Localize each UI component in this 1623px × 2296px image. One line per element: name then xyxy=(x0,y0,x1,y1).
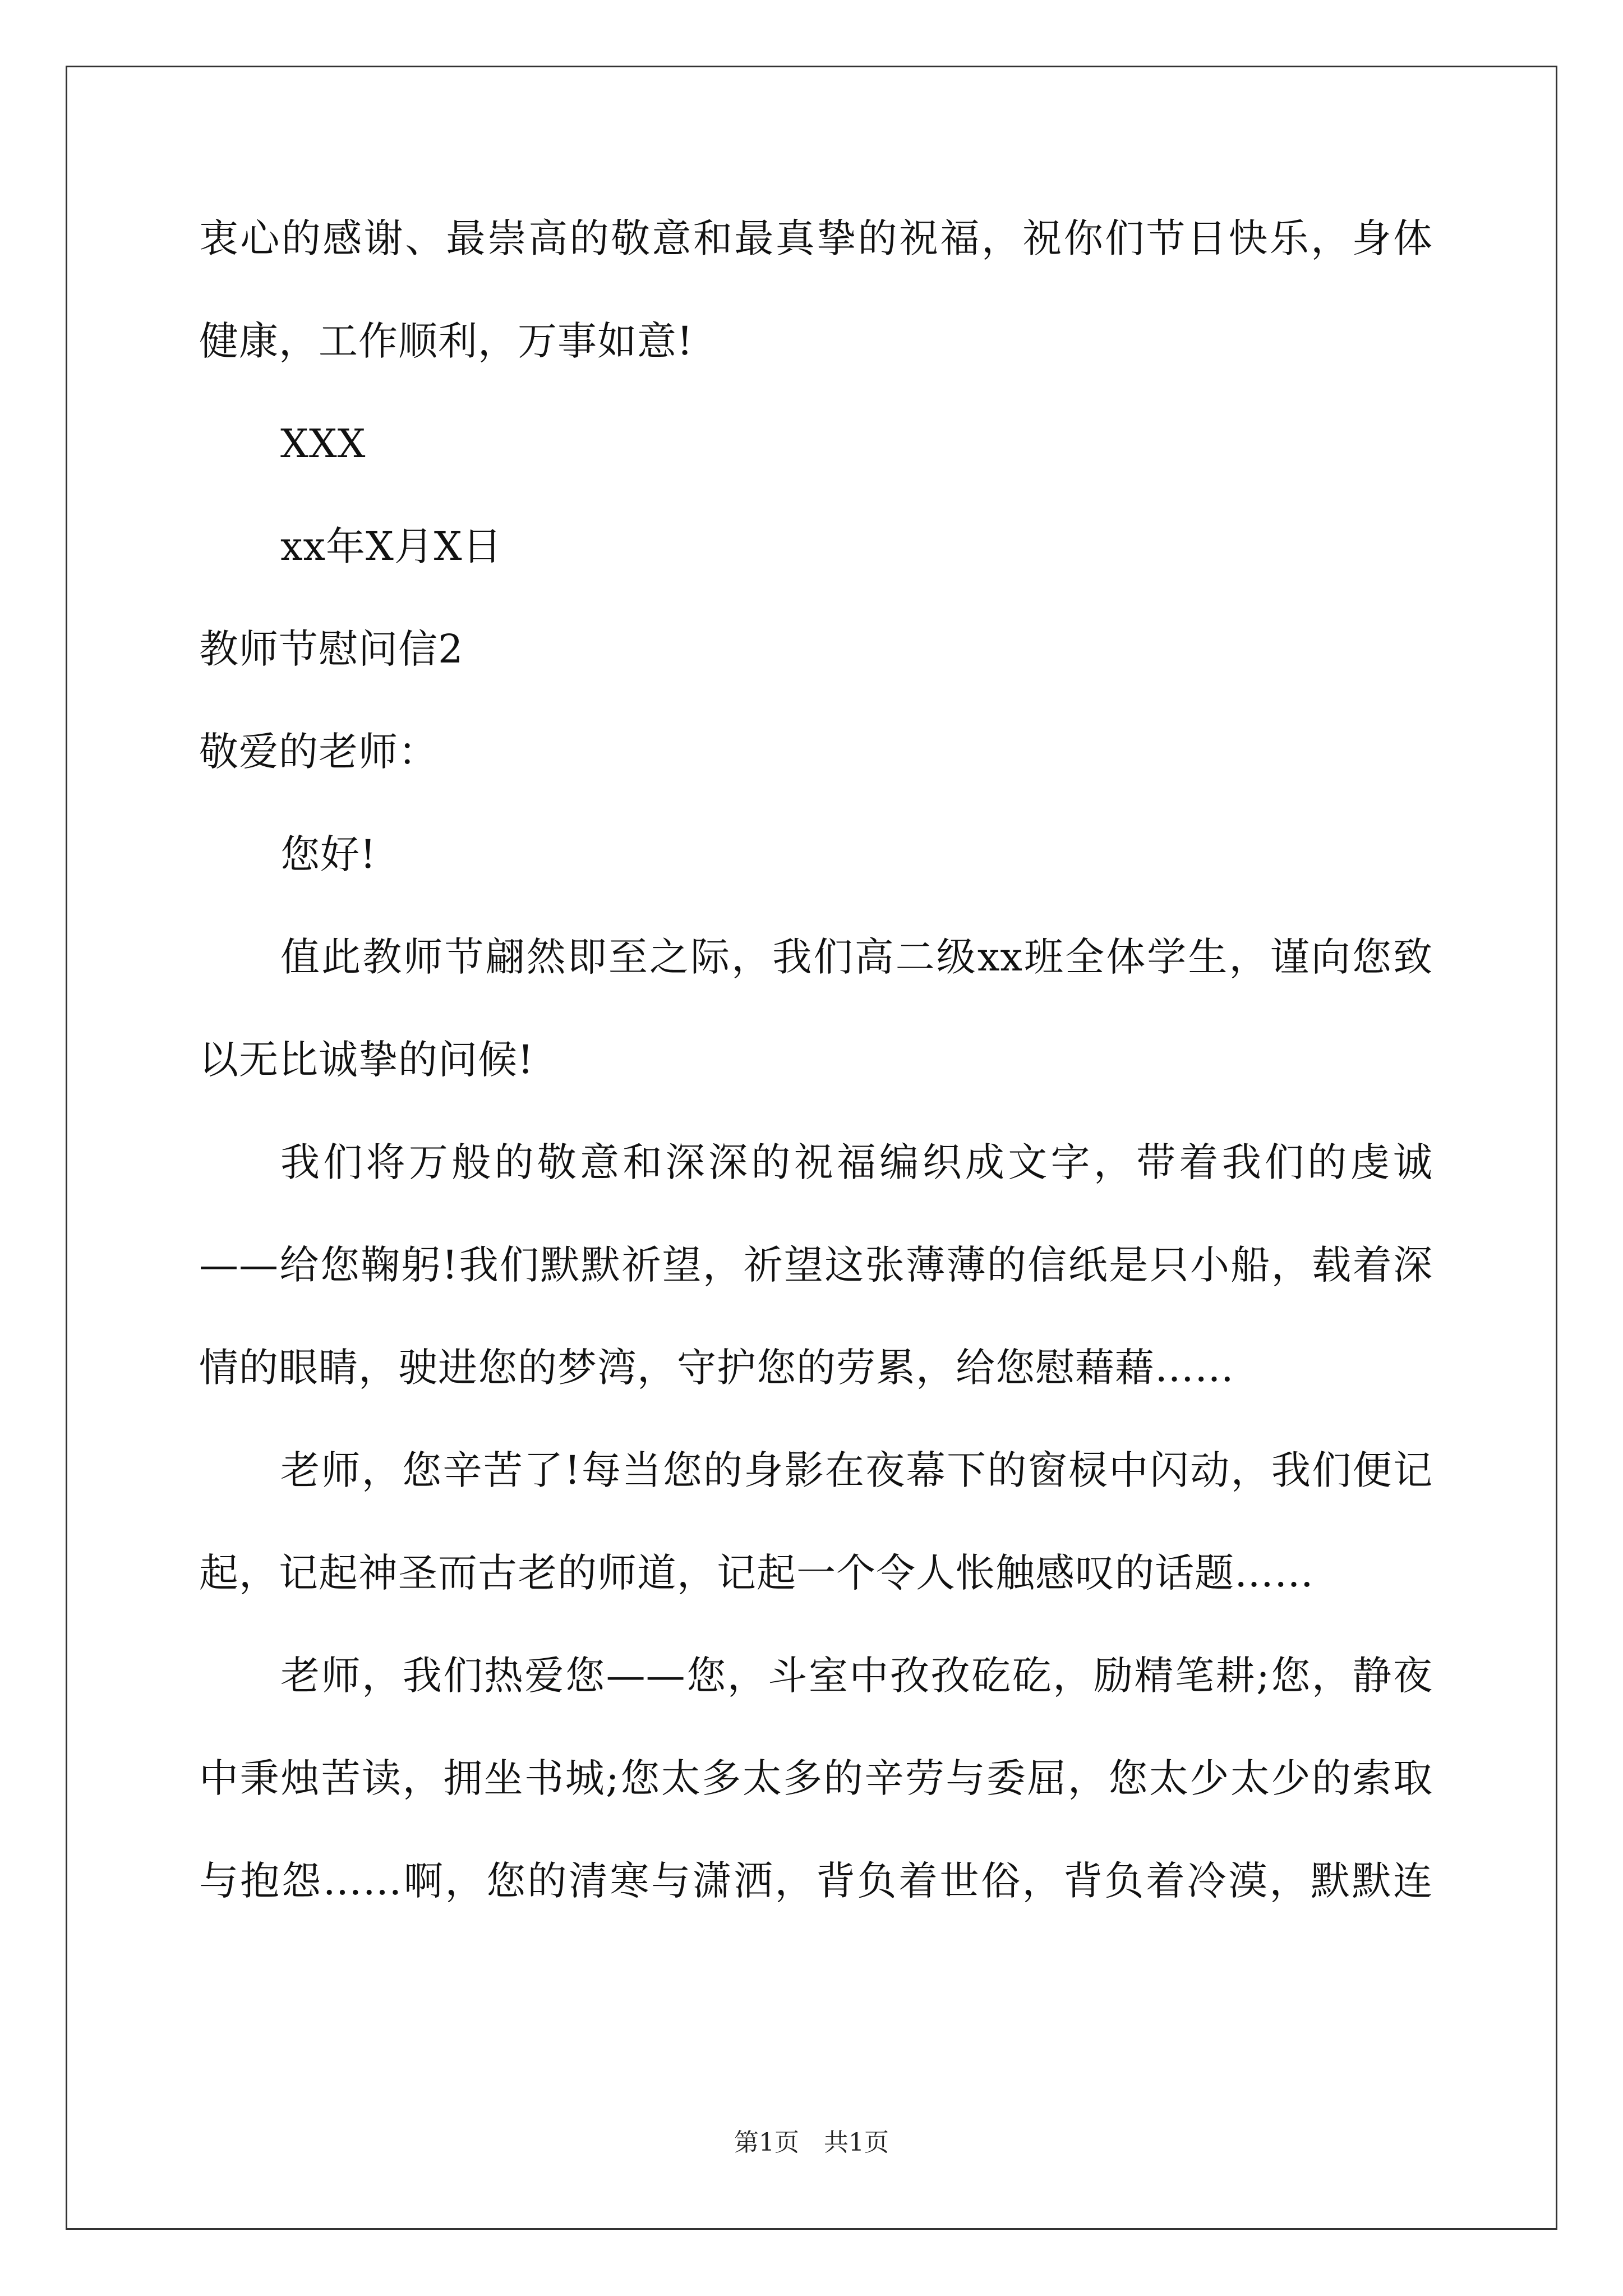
text-line-2: 健康，工作顺利，万事如意! xyxy=(199,318,694,364)
page-number-footer: 第1页 共1页 xyxy=(734,2128,889,2157)
text-line-11: ——给您鞠躬!我们默默祈望，祈望这张薄薄的信纸是只小船，载着深 xyxy=(199,1242,1433,1288)
salutation: 敬爱的老师： xyxy=(199,729,438,775)
text-line-1: 衷心的感谢、最崇高的敬意和最真挚的祝福，祝你们节日快乐，身体 xyxy=(199,215,1433,261)
text-line-17: 与抱怨……啊，您的清寒与潇洒，背负着世俗，背负着冷漠，默默连 xyxy=(199,1858,1433,1904)
text-line-12: 情的眼睛，驶进您的梦湾，守护您的劳累，给您慰藉藉…… xyxy=(199,1345,1234,1391)
text-line-16: 中秉烛苦读，拥坐书城;您太多太多的辛劳与委屈，您太少太少的索取 xyxy=(199,1755,1433,1801)
text-line-15: 老师，我们热爱您——您，斗室中孜孜矻矻，励精笔耕;您，静夜 xyxy=(280,1653,1433,1699)
text-line-9: 以无比诚挚的问候! xyxy=(199,1037,534,1083)
text-line-14: 起，记起神圣而古老的师道，记起一个令人怅触感叹的话题…… xyxy=(199,1550,1314,1596)
greeting: 您好! xyxy=(280,831,377,877)
letter-heading: 教师节慰问信2 xyxy=(199,626,464,672)
text-line-13: 老师，您辛苦了!每当您的身影在夜幕下的窗棂中闪动，我们便记 xyxy=(280,1447,1433,1493)
text-line-10: 我们将万般的敬意和深深的祝福编织成文字，带着我们的虔诚 xyxy=(280,1139,1433,1185)
signature-name: XXX xyxy=(280,421,366,467)
text-line-8: 值此教师节翩然即至之际，我们高二级xx班全体学生，谨向您致 xyxy=(280,934,1433,980)
signature-date: xx年X月X日 xyxy=(280,523,502,569)
